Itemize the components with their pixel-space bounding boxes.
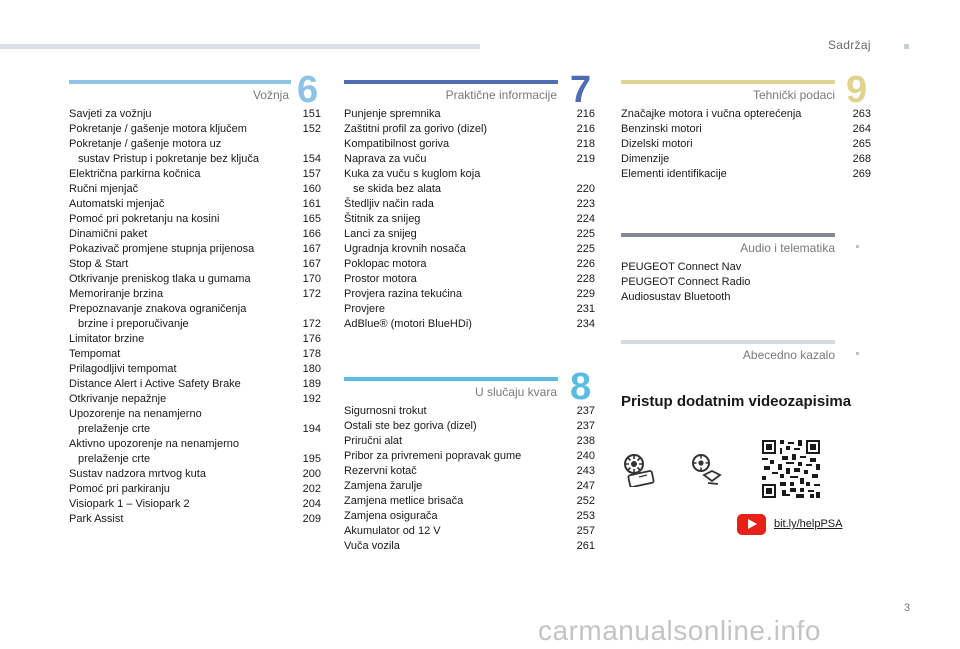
section-marker <box>856 352 859 355</box>
toc-entry-page: 265 <box>852 138 871 150</box>
toc-entry-label <box>344 197 434 212</box>
toc-entry[interactable] <box>344 494 595 509</box>
toc-entry-title: Automatski mjenjač <box>69 198 165 210</box>
toc-entry-page: 252 <box>576 495 595 507</box>
toc-entry[interactable] <box>344 257 595 272</box>
toc-entry-page: 166 <box>302 228 321 240</box>
header-bar <box>0 44 480 49</box>
toc-entry-label <box>344 464 417 479</box>
toc-entry-page: 234 <box>576 318 595 330</box>
toc-entry-title: Memoriranje brzina <box>69 288 164 300</box>
toc-entry-label <box>621 275 750 290</box>
section-number: 9 <box>846 69 868 111</box>
toc-entry-label <box>344 167 480 197</box>
section-bar <box>621 233 835 237</box>
toc-entry[interactable] <box>344 302 595 317</box>
toc-entry-title: Štitnik za snijeg <box>344 213 421 225</box>
toc-entry-page: 204 <box>302 498 321 510</box>
toc-entry-label <box>344 212 420 227</box>
toc-entry-label <box>69 437 239 467</box>
toc-entry-page: 152 <box>302 123 321 135</box>
toc-entry-page: 170 <box>302 273 321 285</box>
toc-entry-title-continued: prelaženje crte <box>78 453 151 465</box>
toc-entry-title: Prilagodljivi tempomat <box>69 363 177 375</box>
toc-entry-label <box>69 197 164 212</box>
toc-entry-label <box>344 509 438 524</box>
toc-entry-label <box>344 122 487 137</box>
toc-entry-label <box>344 302 385 317</box>
toc-entry-page: 194 <box>302 423 321 435</box>
toc-entry-page: 176 <box>302 333 321 345</box>
toc-entry-label <box>344 449 521 464</box>
toc-entry-title: Dizelski motori <box>621 138 693 150</box>
toc-entry-label <box>69 497 190 512</box>
section-title[interactable]: U slučaju kvara <box>474 385 557 399</box>
section-number: 6 <box>297 69 319 111</box>
toc-entry-title: Značajke motora i vučna opterećenja <box>621 108 802 120</box>
toc-entry-label <box>69 272 251 287</box>
toc-entry-page: 172 <box>302 288 321 300</box>
toc-entry[interactable] <box>69 512 321 527</box>
toc-entry-label <box>621 122 702 137</box>
toc-entry-title: Kompatibilnost goriva <box>344 138 450 150</box>
toc-entry-page: 195 <box>302 453 321 465</box>
toc-entry-title: Audiosustav Bluetooth <box>621 291 731 303</box>
toc-entry-page: 238 <box>576 435 595 447</box>
toc-entry[interactable] <box>69 437 321 467</box>
toc-entry-label <box>344 242 466 257</box>
section-bar <box>344 80 558 84</box>
toc-entry-label <box>69 302 246 332</box>
toc-entry-label <box>344 434 402 449</box>
toc-entry-page: 154 <box>302 153 321 165</box>
toc-entry-label <box>69 362 177 377</box>
toc-entry[interactable] <box>621 107 871 122</box>
section-bar <box>621 340 835 344</box>
toc-entry-title: Ručni mjenjač <box>69 183 139 195</box>
car-tutorial-video-icon <box>690 451 726 487</box>
toc-entry-page: 180 <box>302 363 321 375</box>
toc-entry-title: Benzinski motori <box>621 123 702 135</box>
toc-entry[interactable] <box>69 287 321 302</box>
toc-entry[interactable] <box>344 509 595 524</box>
toc-entry-page: 257 <box>576 525 595 537</box>
toc-entry-label <box>621 290 730 305</box>
toc-entry-page: 160 <box>302 183 321 195</box>
toc-entry-title: Zamjena osigurača <box>344 510 438 522</box>
toc-entry-title: Sustav nadzora mrtvog kuta <box>69 468 206 480</box>
toc-entry-page: 231 <box>576 303 595 315</box>
toc-entry[interactable] <box>344 287 595 302</box>
toc-entry-title: Kuka za vuču s kuglom koja <box>344 168 481 180</box>
toc-entry[interactable] <box>69 182 321 197</box>
toc-entry[interactable] <box>344 227 595 242</box>
toc-entry-label <box>69 512 123 527</box>
toc-entry[interactable] <box>344 107 595 122</box>
toc-entry[interactable] <box>621 122 871 137</box>
toc-entry-title: Dimenzije <box>621 153 670 165</box>
toc-entry-title: Dinamični paket <box>69 228 148 240</box>
toc-entry[interactable] <box>344 137 595 152</box>
toc-entry-page: 161 <box>302 198 321 210</box>
toc-entry-label <box>69 257 128 272</box>
toc-entry-title-continued: sustav Pristup i pokretanje bez ključa <box>78 153 259 165</box>
section-items <box>621 260 835 305</box>
toc-entry-label <box>344 317 472 332</box>
toc-entry-title: Visiopark 1 – Visiopark 2 <box>69 498 190 510</box>
section-marker <box>856 245 859 248</box>
toc-entry[interactable] <box>344 464 595 479</box>
toc-entry-title: Elementi identifikacije <box>621 168 727 180</box>
toc-entry-label <box>344 287 462 302</box>
toc-entry-title: Zamjena žarulje <box>344 480 423 492</box>
toc-entry-page: 216 <box>576 123 595 135</box>
toc-entry[interactable] <box>344 419 595 434</box>
toc-entry[interactable] <box>344 317 595 332</box>
toc-entry-label <box>344 107 441 122</box>
toc-entry-title: Zaštitni profil za gorivo (dizel) <box>344 123 488 135</box>
toc-entry[interactable] <box>69 407 321 437</box>
section-title[interactable]: Praktične informacije <box>445 88 557 102</box>
toc-entry-page: 216 <box>576 108 595 120</box>
section-title[interactable]: Abecedno kazalo <box>742 348 835 362</box>
toc-entry-title: PEUGEOT Connect Radio <box>621 276 751 288</box>
help-video-link[interactable]: bit.ly/helpPSA <box>774 518 843 530</box>
toc-entry-page: 219 <box>576 153 595 165</box>
toc-entry-label <box>69 287 163 302</box>
toc-entry-title: Upozorenje na nenamjerno <box>69 408 202 420</box>
toc-entry[interactable] <box>344 197 595 212</box>
toc-entry[interactable] <box>69 167 321 182</box>
toc-entry-label <box>69 392 166 407</box>
toc-entry-title-continued: brzine i preporučivanje <box>78 318 189 330</box>
toc-entry-label <box>621 152 669 167</box>
toc-entry-page: 223 <box>576 198 595 210</box>
toc-entry-title: Pokazivač promjene stupnja prijenosa <box>69 243 255 255</box>
toc-entry-page: 264 <box>852 123 871 135</box>
toc-entry-title-continued: se skida bez alata <box>353 183 442 195</box>
toc-entry-label <box>344 257 427 272</box>
toc-entry-page: 202 <box>302 483 321 495</box>
toc-entry-title: Distance Alert i Active Safety Brake <box>69 378 241 390</box>
toc-entry[interactable] <box>69 212 321 227</box>
toc-entry-label <box>69 107 152 122</box>
toc-entry-page: 178 <box>302 348 321 360</box>
toc-entry-page: 268 <box>852 153 871 165</box>
toc-entry-label <box>69 122 247 137</box>
toc-entry-title: Pokretanje / gašenje motora ključem <box>69 123 247 135</box>
toc-entry[interactable] <box>69 197 321 212</box>
section-items <box>69 107 321 527</box>
toc-entry[interactable] <box>69 392 321 407</box>
toc-entry[interactable] <box>69 242 321 257</box>
toc-entry-label <box>69 482 170 497</box>
toc-entry-label <box>69 212 219 227</box>
section-bar <box>621 80 835 84</box>
toc-entry-title: Stop & Start <box>69 258 129 270</box>
toc-entry[interactable] <box>69 302 321 332</box>
toc-entry-page: 226 <box>576 258 595 270</box>
section-bar <box>344 377 558 381</box>
youtube-icon[interactable] <box>737 514 766 535</box>
toc-entry-label <box>69 377 241 392</box>
toc-entry[interactable] <box>69 257 321 272</box>
toc-entry-title: Provjera razina tekućina <box>344 288 463 300</box>
toc-entry-label <box>69 467 206 482</box>
toc-entry-title: Park Assist <box>69 513 124 525</box>
toc-entry-page: 269 <box>852 168 871 180</box>
toc-entry[interactable] <box>69 332 321 347</box>
toc-entry-label <box>344 539 400 554</box>
toc-entry-label <box>344 524 441 539</box>
toc-entry[interactable] <box>344 242 595 257</box>
toc-entry-label <box>69 137 259 167</box>
toc-entry-page: 165 <box>302 213 321 225</box>
toc-entry-title: Otkrivanje preniskog tlaka u gumama <box>69 273 251 285</box>
toc-entry[interactable] <box>621 260 835 275</box>
toc-entry[interactable] <box>344 272 595 287</box>
toc-entry-title: Pokretanje / gašenje motora uz <box>69 138 222 150</box>
toc-entry-label <box>69 182 138 197</box>
toc-entry-page: 237 <box>576 405 595 417</box>
toc-entry-label <box>621 260 741 275</box>
toc-entry-title: Priručni alat <box>344 435 403 447</box>
toc-entry-title: Pribor za privremeni popravak gume <box>344 450 522 462</box>
toc-entry-title: Pomoć pri parkiranju <box>69 483 170 495</box>
toc-entry-page: 253 <box>576 510 595 522</box>
toc-entry-page: 218 <box>576 138 595 150</box>
toc-entry[interactable] <box>344 167 595 197</box>
toc-entry-page: 228 <box>576 273 595 285</box>
toc-entry-page: 192 <box>302 393 321 405</box>
toc-entry-title: Otkrivanje nepažnje <box>69 393 167 405</box>
toc-entry[interactable] <box>621 275 835 290</box>
section-title[interactable]: Vožnja <box>252 88 289 102</box>
section-items <box>344 107 595 332</box>
toc-entry-page: 151 <box>302 108 321 120</box>
toc-entry[interactable] <box>69 377 321 392</box>
section-title[interactable]: Tehnički podaci <box>752 88 835 102</box>
toc-entry-title: Savjeti za vožnju <box>69 108 152 120</box>
toc-entry-title: Ugradnja krovnih nosača <box>344 243 466 255</box>
toc-entry-page: 167 <box>302 243 321 255</box>
toc-entry[interactable] <box>69 497 321 512</box>
toc-entry[interactable] <box>344 449 595 464</box>
section-number: 8 <box>570 366 592 408</box>
section-items <box>621 107 871 182</box>
toc-entry-title: Sigurnosni trokut <box>344 405 427 417</box>
toc-entry-title: Zamjena metlice brisača <box>344 495 464 507</box>
toc-entry[interactable] <box>69 347 321 362</box>
toc-entry-title: Provjere <box>344 303 385 315</box>
toc-entry[interactable] <box>69 482 321 497</box>
toc-entry-title: Tempomat <box>69 348 121 360</box>
videos-title: Pristup dodatnim videozapisima <box>621 393 852 410</box>
page-number: 3 <box>904 602 911 614</box>
toc-entry-title: Lanci za snijeg <box>344 228 417 240</box>
toc-entry-page: 261 <box>576 540 595 552</box>
toc-entry-page: 172 <box>302 318 321 330</box>
toc-entry-title-continued: prelaženje crte <box>78 423 151 435</box>
toc-entry[interactable] <box>621 167 871 182</box>
toc-entry-label <box>69 167 200 182</box>
toc-entry[interactable] <box>621 137 871 152</box>
toc-entry-page: 240 <box>576 450 595 462</box>
watermark-text: carmanualsonline.info <box>538 615 821 646</box>
toc-entry-title: AdBlue® (motori BlueHDi) <box>344 318 472 330</box>
toc-entry-page: 189 <box>302 378 321 390</box>
toc-entry-page: 224 <box>576 213 595 225</box>
toc-entry[interactable] <box>344 434 595 449</box>
toc-entry[interactable] <box>621 152 871 167</box>
toc-entry-label <box>344 404 427 419</box>
toc-entry-label <box>344 152 427 167</box>
toc-entry-label <box>344 494 463 509</box>
toc-entry-title: Limitator brzine <box>69 333 145 345</box>
qr-code-icon <box>762 440 820 498</box>
toc-entry-title: Vuča vozila <box>344 540 400 552</box>
section-bar <box>69 80 291 84</box>
toc-entry[interactable] <box>621 290 835 305</box>
toc-entry-title: Ostali ste bez goriva (dizel) <box>344 420 477 432</box>
toc-entry-title: Punjenje spremnika <box>344 108 441 120</box>
toc-entry-title: Poklopac motora <box>344 258 427 270</box>
toc-entry-label <box>69 332 144 347</box>
toc-entry[interactable] <box>69 272 321 287</box>
header-marker <box>904 44 909 49</box>
section-items <box>344 404 595 554</box>
toc-entry[interactable] <box>344 479 595 494</box>
toc-entry[interactable] <box>344 539 595 554</box>
toc-entry-title: Prepoznavanje znakova ograničenja <box>69 303 247 315</box>
toc-entry[interactable] <box>344 524 595 539</box>
toc-entry-title: PEUGEOT Connect Nav <box>621 261 742 273</box>
toc-entry-title: Aktivno upozorenje na nenamjerno <box>69 438 240 450</box>
toc-entry-page: 263 <box>852 108 871 120</box>
toc-entry-page: 167 <box>302 258 321 270</box>
toc-entry[interactable] <box>69 362 321 377</box>
toc-entry-title: Pomoć pri pokretanju na kosini <box>69 213 220 225</box>
toc-entry-label <box>621 137 693 152</box>
toc-entry-title: Električna parkirna kočnica <box>69 168 201 180</box>
toc-entry-label <box>69 347 120 362</box>
toc-entry-page: 229 <box>576 288 595 300</box>
toc-entry-label <box>344 479 422 494</box>
toc-entry-title: Akumulator od 12 V <box>344 525 441 537</box>
toc-entry-label <box>344 272 417 287</box>
toc-entry-page: 243 <box>576 465 595 477</box>
header-title[interactable]: Sadržaj <box>828 38 871 52</box>
toc-entry[interactable] <box>344 212 595 227</box>
section-number: 7 <box>570 69 592 111</box>
toc-entry[interactable] <box>69 122 321 137</box>
toc-entry-page: 225 <box>576 228 595 240</box>
toc-entry[interactable] <box>344 152 595 167</box>
toc-entry[interactable] <box>344 122 595 137</box>
toc-entry-page: 220 <box>576 183 595 195</box>
toc-entry-label <box>69 242 254 257</box>
toc-entry-label <box>69 407 202 437</box>
toc-entry-title: Prostor motora <box>344 273 417 285</box>
toc-entry-page: 157 <box>302 168 321 180</box>
toc-entry-label <box>344 227 417 242</box>
toc-entry[interactable] <box>344 404 595 419</box>
toc-entry-page: 225 <box>576 243 595 255</box>
toc-entry-page: 200 <box>302 468 321 480</box>
toc-entry-title: Štedljiv način rada <box>344 198 434 210</box>
toc-entry-title: Rezervni kotač <box>344 465 417 477</box>
toc-entry[interactable] <box>69 137 321 167</box>
toc-entry[interactable] <box>69 467 321 482</box>
toc-entry-label <box>344 419 477 434</box>
section-title[interactable]: Audio i telematika <box>740 241 835 255</box>
toc-entry-label <box>69 227 147 242</box>
toc-entry[interactable] <box>69 107 321 122</box>
toc-entry[interactable] <box>69 227 321 242</box>
car-manual-video-icon <box>622 451 658 487</box>
toc-entry-page: 237 <box>576 420 595 432</box>
toc-entry-label <box>621 107 801 122</box>
toc-entry-title: Naprava za vuču <box>344 153 427 165</box>
toc-entry-label <box>344 137 449 152</box>
toc-entry-page: 247 <box>576 480 595 492</box>
toc-entry-page: 209 <box>302 513 321 525</box>
toc-entry-label <box>621 167 727 182</box>
